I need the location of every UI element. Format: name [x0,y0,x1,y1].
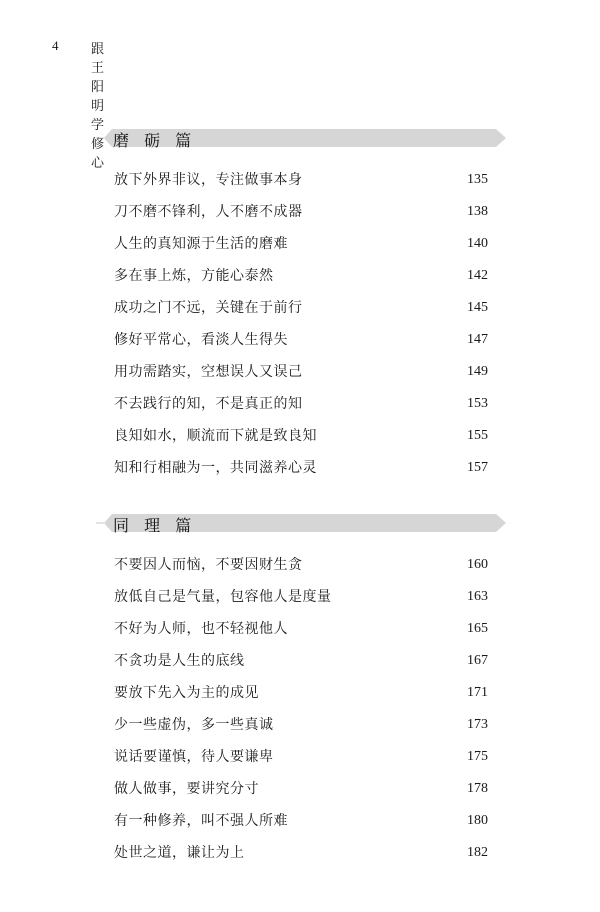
toc-entry-page: 163 [467,589,488,604]
toc-entry-title: 放下外界非议，专注做事本身 [114,172,303,188]
toc-entry-title: 多在事上炼，方能心泰然 [114,268,274,284]
toc-entry-page: 142 [467,268,488,283]
toc-entry-title: 修好平常心，看淡人生得失 [114,332,288,348]
toc-entry-title: 成功之门不远，关键在于前行 [114,300,303,316]
toc-entry[interactable] [114,747,488,779]
toc-entry-page: 153 [467,396,488,411]
toc-entry-page: 160 [467,557,488,572]
toc-entry[interactable] [114,458,488,490]
toc-entry[interactable] [114,298,488,330]
page-number: 4 [52,38,59,53]
toc-entry-title: 知和行相融为一，共同滋养心灵 [114,460,317,476]
toc-entry-page: 173 [467,717,488,732]
toc-entry-page: 167 [467,653,488,668]
toc-entry-page: 149 [467,364,488,379]
section-tongli [96,512,506,861]
toc-entry-page: 157 [467,460,488,475]
toc-entry-title: 不好为人师，也不轻视他人 [114,621,288,637]
toc-entry-page: 155 [467,428,488,443]
toc-entry[interactable] [114,619,488,651]
toc-entry[interactable] [114,170,488,202]
toc-entry-title: 少一些虚伪，多一些真诚 [114,717,274,733]
book-title: 跟王阳明学修心 [91,42,106,171]
toc-entry[interactable] [114,843,488,875]
toc-entry-title: 放低自己是气量，包容他人是度量 [114,589,332,605]
toc-entry[interactable] [114,715,488,747]
toc-entry[interactable] [114,266,488,298]
section-banner [96,512,506,534]
toc-entry-page: 171 [467,685,488,700]
toc-entry[interactable] [114,587,488,619]
toc-entry-title: 刀不磨不锋利，人不磨不成器 [114,204,303,220]
toc-entry[interactable] [114,555,488,587]
section-title: 磨 砺 篇 [113,131,197,150]
toc-entry-page: 165 [467,621,488,636]
toc-entry[interactable] [114,426,488,458]
toc-entry[interactable] [114,779,488,811]
toc-entry-title: 处世之道，谦让为上 [114,845,245,861]
toc-entry[interactable] [114,651,488,683]
toc-entry-page: 180 [467,813,488,828]
toc-entry[interactable] [114,362,488,394]
toc-entry[interactable] [114,330,488,362]
toc-entry-page: 175 [467,749,488,764]
toc-entry[interactable] [114,683,488,715]
toc-entry-title: 做人做事，要讲究分寸 [114,781,259,797]
section-banner [96,127,506,149]
toc-entry-page: 145 [467,300,488,315]
toc-list [114,170,488,490]
toc-entry-title: 良知如水，顺流而下就是致良知 [114,428,317,444]
toc-entry[interactable] [114,394,488,426]
toc-entry-title: 不贪功是人生的底线 [114,653,245,669]
toc-entry-title: 不去践行的知，不是真正的知 [114,396,303,412]
toc-entry[interactable] [114,202,488,234]
toc-entry-title: 不要因人而恼，不要因财生贪 [114,557,303,573]
toc-entry[interactable] [114,811,488,843]
toc-entry-page: 138 [467,204,488,219]
toc-entry-title: 有一种修养，叫不强人所难 [114,813,288,829]
toc-entry-page: 135 [467,172,488,187]
toc-entry-page: 140 [467,236,488,251]
toc-entry[interactable] [114,234,488,266]
toc-entry-page: 147 [467,332,488,347]
toc-entry-title: 用功需踏实，空想误人又误己 [114,364,303,380]
toc-entry-title: 要放下先入为主的成见 [114,685,259,701]
toc-entry-page: 182 [467,845,488,860]
section-moli [96,127,506,476]
toc-list [114,555,488,875]
toc-entry-title: 说话要谨慎，待人要谦卑 [114,749,274,765]
toc-entry-page: 178 [467,781,488,796]
section-title: 同 理 篇 [113,516,197,535]
toc-entry-title: 人生的真知源于生活的磨难 [114,236,288,252]
